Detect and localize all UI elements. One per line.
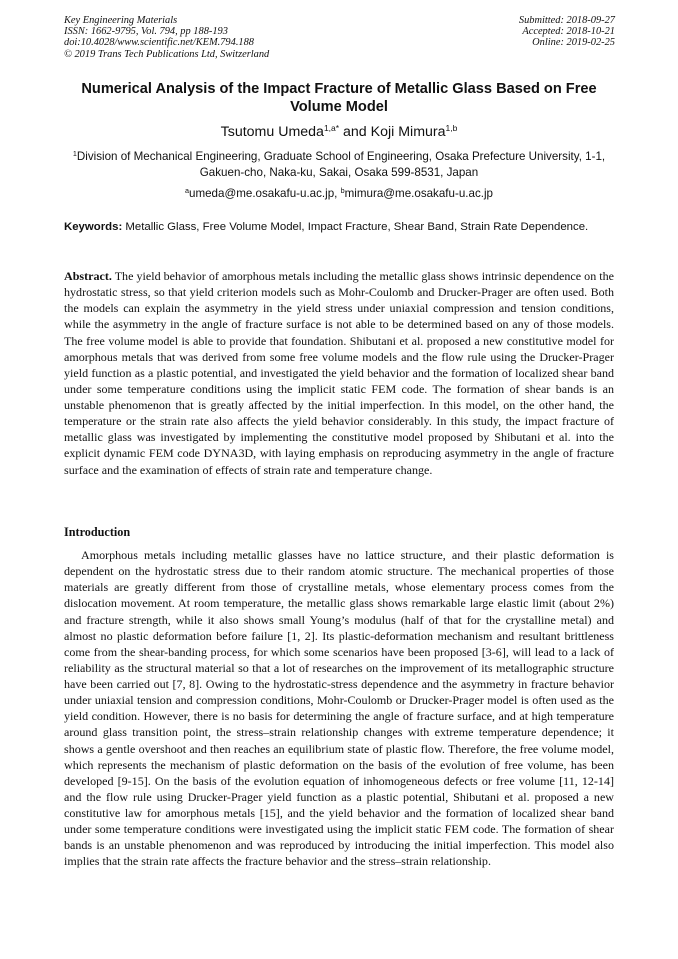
abstract-label: Abstract. <box>64 269 112 283</box>
journal-copyright: © 2019 Trans Tech Publications Ltd, Switzerland <box>64 48 270 60</box>
author-name: Koji Mimura <box>370 124 446 140</box>
submitted-date: Submitted: 2018-09-27 <box>518 15 615 26</box>
email-address: umeda@me.osakafu-u.ac.jp <box>189 187 335 200</box>
keywords <box>64 220 614 235</box>
email-separator: , <box>334 187 341 200</box>
journal-info <box>64 15 269 60</box>
author-affiliation-marker: 1,b <box>445 123 458 133</box>
author-separator: and <box>339 124 371 140</box>
email-marker: b <box>340 186 345 195</box>
author-name: Tsutomu Umeda <box>220 124 324 140</box>
introduction-paragraph: Amorphous metals including metallic glasses have no lattice structure, and their plastic deformation is dependent on the hydrostatic stress due to their random atomic structure. The mechanical properties of those materials are greatly different from those of crystalline metals, whose elementary process comes from the dislocation movement. At room temperature, the metallic glass shows remarkable large elastic limit (about 2%) and fracture strength, while it also shows small Young’s modulus (half of that for the crystalline metal) and almost no plastic deformation before failure [1, 2]. Its plastic-deformation mechanism and resultant brittleness come from the shear-banding process, for which some scenarios have been proposed [3-6], will lead to a lack of reliability as the structural material so that a lot of researches on the improvement of its metallographic structure have been carried out [7, 8]. Owing to the hydrostatic-stress dependence and the asymmetry in fracture behavior under uniaxial tension and compression conditions, Mohr-Coulomb or Drucker-Prager model is often used as the yield condition. However, there is no basis for determining the angle of fracture surface, and at high temperature around glass transition point, the stress–strain relationship changes with extreme temperature dependence; it shows a gentle overshoot and then reaches an equilibrium state of plastic flow. Therefore, the free volume model, which represents the mechanism of plastic deformation on the basis of the evolution of free volume, has been developed [9-15]. On the basis of the evolution equation of inhomogeneous defects or free volume [11, 12-14] and the flow rule using Drucker-Prager yield function as a plastic potential, Shibutani et al. proposed a new constitutive law for amorphous metals [15], and the yield behavior and the formation of localized shear band under some temperature conditions were investigated using the implicit static FEM code. The formation of shear bands is an unstable phenomenon and was reproduced by introducing the initial imperfection. This model also implies that the strain rate affects the fracture behavior and the stress–strain relationship. <box>64 548 614 869</box>
accepted-date: Accepted: 2018-10-21 <box>522 26 615 38</box>
keywords-text: Metallic Glass, Free Volume Model, Impact Fracture, Shear Band, Strain Rate Dependence. <box>125 221 589 233</box>
journal-issn: ISSN: 1662-9795, Vol. 794, pp 188-193 <box>64 26 228 38</box>
email-address: mimura@me.osakafu-u.ac.jp <box>344 187 493 200</box>
introduction-heading: Introduction <box>64 525 131 539</box>
author-affiliation-marker: 1,a* <box>323 123 340 133</box>
journal-doi: doi:10.4028/www.scientific.net/KEM.794.188 <box>64 37 254 49</box>
publication-dates <box>519 15 615 49</box>
journal-name: Key Engineering Materials <box>64 15 178 26</box>
author-list <box>64 124 614 141</box>
online-date: Online: 2019-02-25 <box>532 37 615 49</box>
keywords-label: Keywords: <box>64 221 123 233</box>
email-marker: a <box>185 186 189 195</box>
author-emails <box>64 186 614 201</box>
affiliation-marker: 1 <box>72 149 77 158</box>
affiliation <box>64 149 614 181</box>
affiliation-text: Division of Mechanical Engineering, Graduate School of Engineering, Osaka Prefecture University, 1-1, Gakuen-cho, Naka-ku, Sakai, Osaka 599-8531, Japan <box>76 150 606 179</box>
abstract-text: The yield behavior of amorphous metals including the metallic glass shows intrinsic dependence on the hydrostatic stress, so that yield criterion models such as Mohr-Coulomb and Drucker-Prager are often used. Both the models can explain the asymmetry in the yield stress under uniaxial compression and tension conditions, while the asymmetry in the angle of fracture surface is not able to be determined based on any of those models. The free volume model is able to provide that foundation. Shibutani et al. proposed a new constitutive model for amorphous metals that was derived from some free volume models and the flow rule using the Drucker-Prager yield function as a plastic potential, and investigated the yield behavior and the formation of localized shear band under some temperature conditions using the implicit static FEM code. The formation of shear bands is an unstable phenomenon that is greatly affected by the initial imperfection. In this model, on the other hand, the temperature or the strain rate also affects the yield behavior considerably. In this study, the impact fracture of metallic glass was investigated by implementing the constitutive model proposed by Shibutani et al. into the explicit dynamic FEM code DYNA3D, with laying emphasis on reproducing asymmetry in the angle of fracture surface and the examination of effects of strain rate and temperature change. <box>64 269 615 477</box>
paper-title: Numerical Analysis of the Impact Fracture of Metallic Glass Based on Free Volume Model <box>81 81 597 115</box>
abstract <box>64 268 614 478</box>
